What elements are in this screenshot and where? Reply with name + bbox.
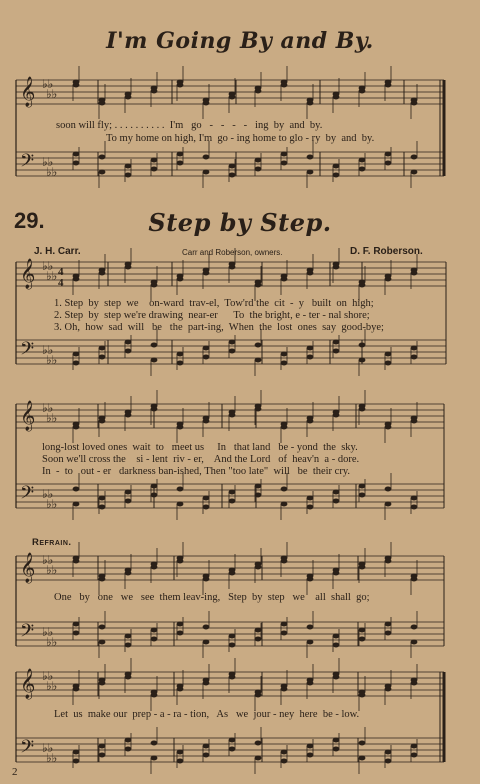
note-head xyxy=(307,419,314,424)
flat-icon: ♭♭ xyxy=(46,165,58,179)
note-head xyxy=(177,83,184,88)
note-head xyxy=(73,487,80,492)
note-head xyxy=(411,753,418,758)
note-head xyxy=(125,571,132,576)
note-head xyxy=(255,158,262,163)
note-head xyxy=(229,413,236,418)
note-head xyxy=(385,487,392,492)
flat-icon: ♭♭ xyxy=(46,635,58,649)
treble-clef-icon: 𝄞 xyxy=(20,401,36,431)
verse-line: 1. Step by step we on-ward trav-el, Tow'rd the cit - y built on high; xyxy=(54,298,374,309)
note-head xyxy=(411,346,418,351)
note-head xyxy=(151,407,158,412)
flat-icon: ♭♭ xyxy=(46,353,58,367)
note-head xyxy=(203,155,210,160)
note-head xyxy=(385,622,392,627)
note-head xyxy=(177,352,184,357)
note-head xyxy=(99,419,106,424)
note-head xyxy=(99,101,106,106)
note-head xyxy=(151,493,158,498)
note-head xyxy=(411,271,418,276)
note-head xyxy=(151,693,158,698)
note-head xyxy=(333,413,340,418)
note-head xyxy=(73,687,80,692)
note-head xyxy=(73,425,80,430)
note-head xyxy=(255,407,262,412)
note-head xyxy=(73,361,80,366)
note-head xyxy=(125,738,132,743)
note-head xyxy=(99,625,106,630)
note-head xyxy=(125,747,132,752)
flat-icon: ♭♭ xyxy=(42,259,54,273)
note-head xyxy=(359,756,366,761)
note-head xyxy=(125,675,132,680)
note-head xyxy=(151,158,158,163)
note-head xyxy=(307,101,314,106)
note-head xyxy=(125,164,132,169)
note-head xyxy=(203,419,210,424)
note-head xyxy=(151,637,158,642)
note-head xyxy=(307,496,314,501)
note-head xyxy=(281,622,288,627)
note-head xyxy=(255,693,262,698)
flat-icon: ♭♭ xyxy=(42,669,54,683)
note-head xyxy=(307,170,314,175)
note-head xyxy=(255,628,262,633)
note-head xyxy=(385,83,392,88)
note-head xyxy=(229,164,236,169)
note-head xyxy=(73,622,80,627)
note-head xyxy=(281,502,288,507)
flat-icon: ♭♭ xyxy=(42,77,54,91)
note-head xyxy=(229,265,236,270)
note-head xyxy=(281,750,288,755)
flat-icon: ♭♭ xyxy=(42,343,54,357)
treble-clef-icon: 𝄞 xyxy=(20,259,36,289)
page-number: 2 xyxy=(12,766,18,778)
note-head xyxy=(73,152,80,157)
lyric-line: To my home on high, I'm go - ing home to glo - ry by and by. xyxy=(106,133,375,144)
refrain-line: One by one we see them leav-ing, Step by step we all shall go; xyxy=(54,592,370,603)
note-head xyxy=(73,559,80,564)
note-head xyxy=(229,643,236,648)
note-head xyxy=(411,419,418,424)
note-head xyxy=(203,681,210,686)
note-head xyxy=(281,425,288,430)
note-head xyxy=(229,571,236,576)
note-head xyxy=(229,95,236,100)
note-head xyxy=(203,271,210,276)
note-head xyxy=(255,167,262,172)
note-head xyxy=(125,490,132,495)
note-head xyxy=(151,89,158,94)
note-head xyxy=(411,625,418,630)
note-head xyxy=(177,750,184,755)
note-head xyxy=(203,640,210,645)
note-head xyxy=(255,493,262,498)
flat-icon: ♭♭ xyxy=(42,401,54,415)
note-head xyxy=(177,759,184,764)
note-head xyxy=(229,173,236,178)
arranger-credit: D. F. Roberson. xyxy=(350,246,423,257)
verse-line: 3. Oh, how sad will be the part-ing, When the lost ones say good-bye; xyxy=(54,322,384,333)
note-head xyxy=(333,634,340,639)
note-head xyxy=(411,155,418,160)
note-head xyxy=(333,747,340,752)
note-head xyxy=(99,496,106,501)
note-head xyxy=(99,577,106,582)
note-head xyxy=(411,101,418,106)
note-head xyxy=(385,152,392,157)
note-head xyxy=(333,675,340,680)
flat-icon: ♭♭ xyxy=(46,411,58,425)
note-head xyxy=(125,265,132,270)
note-head xyxy=(125,340,132,345)
note-head xyxy=(203,753,210,758)
note-head xyxy=(177,277,184,282)
note-head xyxy=(125,643,132,648)
note-head xyxy=(385,502,392,507)
note-head xyxy=(333,340,340,345)
note-head xyxy=(73,502,80,507)
flat-icon: ♭♭ xyxy=(46,87,58,101)
verse-line: long-lost loved ones wait to meet us In that land be - yond the sky. xyxy=(42,442,358,453)
note-head xyxy=(307,753,314,758)
note-head xyxy=(255,637,262,642)
note-head xyxy=(255,89,262,94)
time-signature: 4 xyxy=(58,277,64,289)
note-head xyxy=(151,343,158,348)
note-head xyxy=(203,101,210,106)
note-head xyxy=(359,693,366,698)
note-head xyxy=(255,741,262,746)
note-head xyxy=(73,277,80,282)
note-head xyxy=(229,747,236,752)
note-head xyxy=(73,759,80,764)
flat-icon: ♭♭ xyxy=(42,487,54,501)
note-head xyxy=(385,352,392,357)
verse-line: 2. Step by step we're drawing near-er To the bright, e - ter - nal shore; xyxy=(54,310,370,321)
note-head xyxy=(229,340,236,345)
time-signature: 4 xyxy=(58,266,64,278)
note-head xyxy=(203,744,210,749)
note-head xyxy=(307,505,314,510)
note-head xyxy=(99,346,106,351)
note-head xyxy=(151,358,158,363)
flat-icon: ♭♭ xyxy=(42,741,54,755)
note-head xyxy=(177,559,184,564)
note-head xyxy=(229,349,236,354)
note-head xyxy=(73,161,80,166)
note-head xyxy=(203,625,210,630)
note-head xyxy=(307,355,314,360)
note-head xyxy=(281,631,288,636)
note-head xyxy=(385,759,392,764)
note-head xyxy=(255,484,262,489)
note-head xyxy=(281,152,288,157)
treble-clef-icon: 𝄞 xyxy=(20,77,36,107)
note-head xyxy=(203,496,210,501)
owners-credit: Carr and Roberson, owners. xyxy=(182,248,283,257)
note-head xyxy=(73,750,80,755)
note-head xyxy=(281,487,288,492)
note-head xyxy=(229,738,236,743)
bass-clef-icon: 𝄢 xyxy=(20,737,35,762)
note-head xyxy=(177,487,184,492)
bass-clef-icon: 𝄢 xyxy=(20,151,35,176)
note-head xyxy=(333,95,340,100)
note-head xyxy=(125,173,132,178)
note-head xyxy=(177,631,184,636)
bass-clef-icon: 𝄢 xyxy=(20,621,35,646)
note-head xyxy=(99,155,106,160)
note-head xyxy=(255,343,262,348)
flat-icon: ♭♭ xyxy=(46,751,58,765)
note-head xyxy=(385,277,392,282)
note-head xyxy=(307,681,314,686)
lyric-line: soon will fly; . . . . . . . . . . I'm go - - - - ing by and by. xyxy=(56,120,323,131)
note-head xyxy=(281,687,288,692)
note-head xyxy=(307,577,314,582)
refrain-line: Let us make our prep - a - ra - tion, As we jour - ney here be - low. xyxy=(54,709,360,720)
note-head xyxy=(203,355,210,360)
note-head xyxy=(99,355,106,360)
note-head xyxy=(73,631,80,636)
hymn-number: 29. xyxy=(14,208,45,233)
note-head xyxy=(177,152,184,157)
note-head xyxy=(411,505,418,510)
composer-credit: J. H. Carr. xyxy=(34,246,81,257)
note-head xyxy=(333,490,340,495)
note-head xyxy=(125,499,132,504)
note-head xyxy=(359,283,366,288)
note-head xyxy=(99,170,106,175)
note-head xyxy=(359,407,366,412)
note-head xyxy=(73,83,80,88)
note-head xyxy=(411,640,418,645)
note-head xyxy=(203,505,210,510)
note-head xyxy=(307,271,314,276)
verse-line: Soon we'll cross the si - lent riv - er, And the Lord of heav'n a - dore. xyxy=(42,454,360,465)
note-head xyxy=(255,565,262,570)
note-head xyxy=(281,277,288,282)
note-head xyxy=(281,352,288,357)
note-head xyxy=(333,643,340,648)
note-head xyxy=(203,577,210,582)
note-head xyxy=(151,756,158,761)
note-head xyxy=(359,89,366,94)
note-head xyxy=(359,158,366,163)
note-head xyxy=(281,759,288,764)
note-head xyxy=(177,502,184,507)
note-head xyxy=(281,361,288,366)
note-head xyxy=(151,565,158,570)
note-head xyxy=(151,628,158,633)
treble-clef-icon: 𝄞 xyxy=(20,553,36,583)
note-head xyxy=(411,496,418,501)
note-head xyxy=(203,346,210,351)
note-head xyxy=(359,343,366,348)
note-head xyxy=(359,493,366,498)
note-head xyxy=(359,741,366,746)
note-head xyxy=(203,170,210,175)
note-head xyxy=(177,425,184,430)
note-head xyxy=(359,358,366,363)
note-head xyxy=(333,164,340,169)
note-head xyxy=(99,681,106,686)
note-head xyxy=(255,756,262,761)
note-head xyxy=(151,484,158,489)
note-head xyxy=(151,283,158,288)
note-head xyxy=(385,559,392,564)
note-head xyxy=(177,687,184,692)
note-head xyxy=(177,361,184,366)
note-head xyxy=(359,484,366,489)
note-head xyxy=(307,625,314,630)
note-head xyxy=(411,577,418,582)
note-head xyxy=(385,361,392,366)
note-head xyxy=(281,559,288,564)
note-head xyxy=(125,95,132,100)
note-head xyxy=(333,571,340,576)
note-head xyxy=(255,283,262,288)
note-head xyxy=(99,640,106,645)
note-head xyxy=(73,352,80,357)
treble-clef-icon: 𝄞 xyxy=(20,669,36,699)
note-head xyxy=(307,346,314,351)
flat-icon: ♭♭ xyxy=(46,679,58,693)
flat-icon: ♭♭ xyxy=(46,269,58,283)
note-head xyxy=(333,173,340,178)
note-head xyxy=(177,622,184,627)
note-head xyxy=(307,640,314,645)
note-head xyxy=(281,161,288,166)
flat-icon: ♭♭ xyxy=(46,563,58,577)
note-head xyxy=(333,265,340,270)
verse-line: In - to out - er darkness ban-ished, Then "too late" will be their cry. xyxy=(42,466,351,477)
hymn-title: Step by Step. xyxy=(148,208,332,237)
note-head xyxy=(385,750,392,755)
note-head xyxy=(333,349,340,354)
flat-icon: ♭♭ xyxy=(42,625,54,639)
note-head xyxy=(359,637,366,642)
note-head xyxy=(385,687,392,692)
flat-icon: ♭♭ xyxy=(42,553,54,567)
note-head xyxy=(229,675,236,680)
note-head xyxy=(333,738,340,743)
flat-icon: ♭♭ xyxy=(46,497,58,511)
note-head xyxy=(281,83,288,88)
note-head xyxy=(99,271,106,276)
note-head xyxy=(385,631,392,636)
refrain-label: Refrain. xyxy=(32,537,72,548)
note-head xyxy=(359,167,366,172)
section-title: I'm Going By and By. xyxy=(106,28,374,54)
note-head xyxy=(307,744,314,749)
bass-clef-icon: 𝄢 xyxy=(20,339,35,364)
note-head xyxy=(99,753,106,758)
bass-clef-icon: 𝄢 xyxy=(20,483,35,508)
note-head xyxy=(359,628,366,633)
note-head xyxy=(125,634,132,639)
note-head xyxy=(99,744,106,749)
note-head xyxy=(411,681,418,686)
note-head xyxy=(307,155,314,160)
note-head xyxy=(151,167,158,172)
note-head xyxy=(229,490,236,495)
note-head xyxy=(385,425,392,430)
note-head xyxy=(359,565,366,570)
note-head xyxy=(229,499,236,504)
note-head xyxy=(411,170,418,175)
flat-icon: ♭♭ xyxy=(42,155,54,169)
note-head xyxy=(333,499,340,504)
note-head xyxy=(177,161,184,166)
note-head xyxy=(255,358,262,363)
note-head xyxy=(385,161,392,166)
note-head xyxy=(411,744,418,749)
note-head xyxy=(99,505,106,510)
note-head xyxy=(125,413,132,418)
note-head xyxy=(411,355,418,360)
note-head xyxy=(151,741,158,746)
note-head xyxy=(125,349,132,354)
note-head xyxy=(229,634,236,639)
